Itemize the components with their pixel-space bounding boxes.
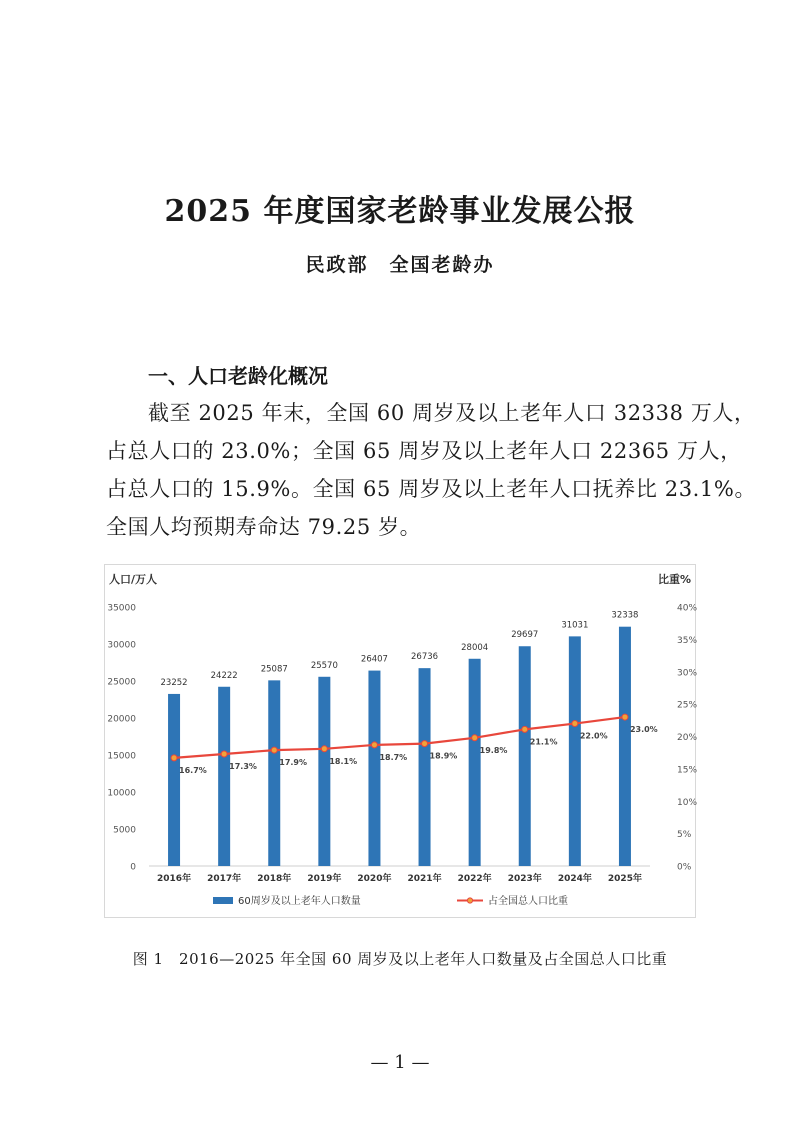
ratio-value-label: 17.9% — [279, 758, 308, 768]
ratio-value-label: 18.7% — [379, 752, 408, 762]
bar-value-label: 28004 — [461, 642, 489, 653]
legend-bar-swatch — [213, 897, 233, 904]
x-tick-label: 2016年 — [157, 874, 192, 884]
page-number: — 1 — — [370, 1052, 430, 1073]
document-issuer: 民政部 全国老龄办 — [305, 254, 495, 276]
bar — [469, 659, 481, 866]
bar-value-label: 26736 — [411, 652, 439, 663]
ratio-point — [572, 721, 578, 727]
x-tick-label: 2022年 — [457, 874, 492, 884]
x-tick-label: 2019年 — [307, 874, 342, 884]
paragraph-line: 全国人均预期寿命达 79.25 岁。 — [106, 515, 422, 539]
bar — [569, 636, 581, 866]
ratio-point — [522, 726, 528, 732]
ratio-point — [622, 714, 628, 720]
ratio-value-label: 23.0% — [629, 725, 658, 735]
bar-value-label: 32338 — [611, 610, 639, 621]
bar-value-label: 29697 — [511, 630, 539, 641]
ratio-value-label: 19.8% — [479, 745, 508, 755]
y-tick-label: 15000 — [107, 751, 136, 762]
bar — [268, 680, 280, 866]
x-tick-label: 2025年 — [607, 874, 642, 884]
bar-value-label: 25570 — [310, 660, 338, 671]
y-tick-label: 10000 — [107, 788, 136, 799]
ratio-point — [422, 741, 428, 747]
y2-tick-label: 0% — [677, 862, 692, 873]
y-tick-label: 20000 — [107, 714, 136, 725]
population-chart — [104, 564, 696, 918]
y2-tick-label: 40% — [677, 603, 698, 614]
paragraph-line: 占总人口的 15.9%。全国 65 周岁及以上老年人口抚养比 23.1%。 — [106, 477, 757, 501]
ratio-value-label: 21.1% — [529, 737, 558, 747]
paragraph-line: 占总人口的 23.0%；全国 65 周岁及以上老年人口 22365 万人， — [106, 439, 742, 463]
legend-line-marker — [467, 898, 472, 903]
y2-tick-label: 25% — [677, 700, 698, 711]
ratio-value-label: 17.3% — [229, 761, 257, 771]
x-tick-label: 2021年 — [407, 874, 442, 884]
y2-tick-label: 35% — [677, 635, 698, 646]
y-tick-label: 25000 — [107, 677, 136, 688]
y2-tick-label: 15% — [677, 765, 698, 776]
y2-tick-label: 5% — [677, 830, 692, 841]
ratio-point — [321, 746, 327, 752]
ratio-point — [371, 742, 377, 748]
bar — [619, 627, 631, 866]
ratio-point — [472, 735, 478, 741]
ratio-value-label: 18.1% — [329, 756, 358, 766]
y-tick-label: 30000 — [107, 640, 136, 651]
bar-value-label: 31031 — [561, 620, 589, 631]
bar — [519, 646, 531, 866]
chart-svg — [105, 565, 698, 917]
ratio-point — [271, 747, 277, 753]
body-paragraph — [106, 394, 757, 546]
x-tick-label: 2018年 — [257, 874, 292, 884]
bar-value-label: 24222 — [210, 670, 238, 681]
ratio-point — [171, 755, 177, 761]
y2-tick-label: 30% — [677, 668, 698, 679]
y2-axis-title: 比重% — [657, 573, 691, 586]
figure-caption: 图 1 2016—2025 年全国 60 周岁及以上老年人口数量及占全国总人口比重 — [132, 950, 668, 968]
document-title: 2025 年度国家老龄事业发展公报 — [164, 194, 636, 229]
x-tick-label: 2017年 — [207, 874, 242, 884]
y2-tick-label: 10% — [677, 797, 698, 808]
y-axis-title: 人口/万人 — [109, 573, 158, 586]
bar — [318, 677, 330, 866]
ratio-point — [221, 751, 227, 757]
ratio-value-label: 22.0% — [579, 731, 608, 741]
y-tick-label: 5000 — [113, 825, 136, 836]
bar-value-label: 23252 — [160, 677, 188, 688]
y2-tick-label: 20% — [677, 733, 698, 743]
ratio-value-label: 18.9% — [429, 751, 458, 761]
y-tick-label: 35000 — [107, 603, 136, 614]
x-tick-label: 2024年 — [557, 874, 592, 884]
bar — [368, 671, 380, 866]
bar-value-label: 25087 — [260, 664, 288, 675]
bar — [419, 668, 431, 866]
x-tick-label: 2020年 — [357, 874, 392, 884]
ratio-value-label: 16.7% — [179, 765, 207, 775]
bar-value-label: 26407 — [360, 654, 388, 665]
section-heading: 一、人口老龄化概况 — [148, 364, 328, 388]
paragraph-line: 截至 2025 年末，全国 60 周岁及以上老年人口 32338 万人， — [148, 401, 756, 425]
legend-bar-label: 60周岁及以上老年人口数量 — [238, 896, 361, 907]
bar — [168, 694, 180, 866]
x-tick-label: 2023年 — [507, 874, 542, 884]
legend-line-label: 占全国总人口比重 — [488, 896, 568, 907]
bar — [218, 687, 230, 866]
y-tick-label: 0 — [130, 862, 136, 873]
